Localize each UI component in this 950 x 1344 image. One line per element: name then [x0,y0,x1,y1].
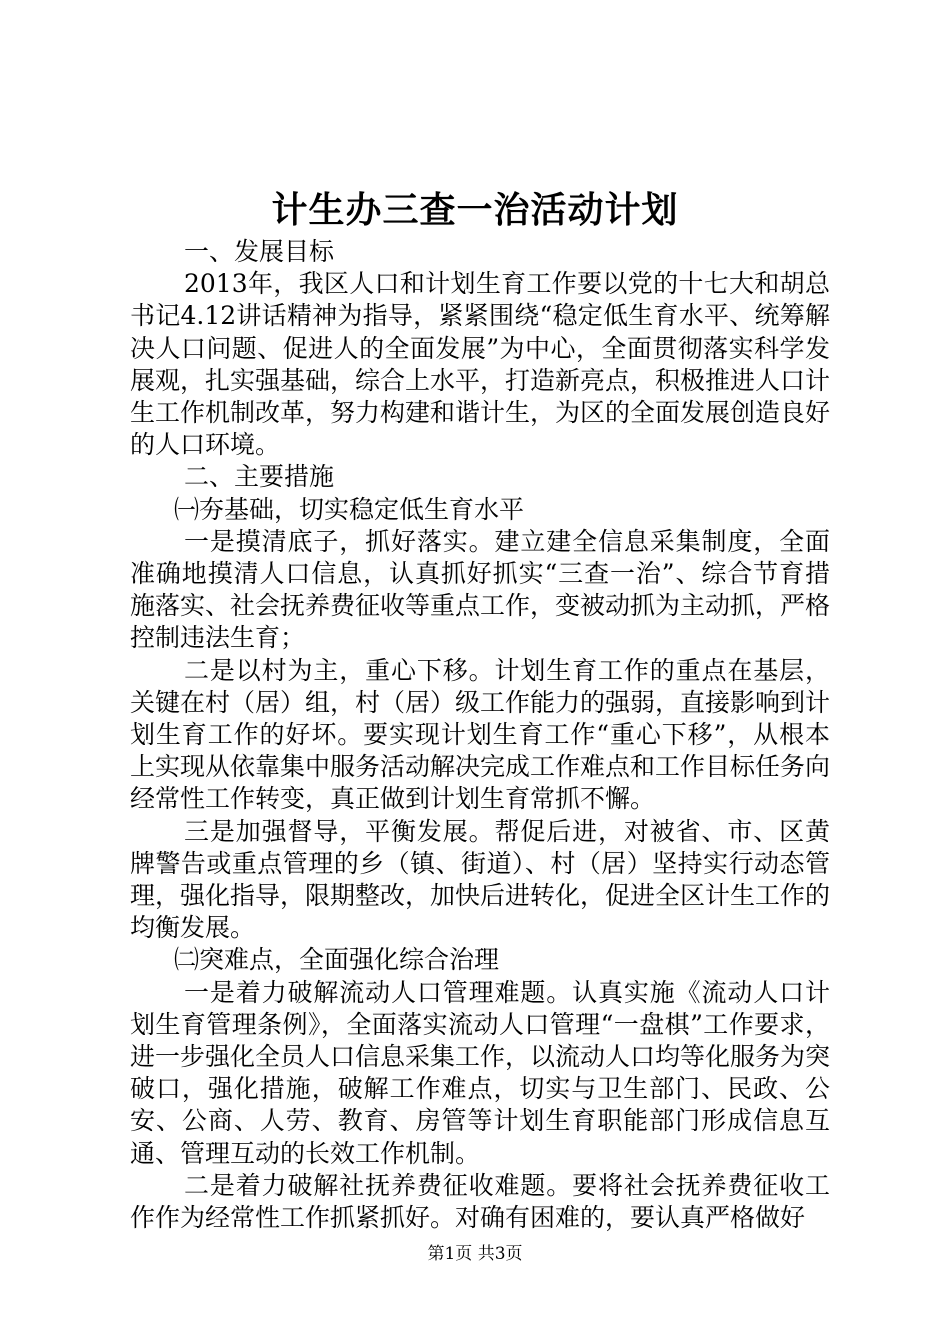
subheading-foundation: ㈠夯基础，切实稳定低生育水平 [174,494,525,524]
paragraph-item-2: 二是以村为主，重心下移。计划生育工作的重点在基层，关键在村（居）组，村（居）级工作能力的强弱，直接影响到计划生育工作的好坏。要实现计划生育工作“重心下移”，从根本上实现从依靠集中服务活动解决完成工作难点和工作目标任务向经常性工作转变，真正做到计划生育常抓不懈。 [130,655,831,814]
paragraph-social-fee: 二是着力破解社抚养费征收难题。要将社会抚养费征收工作作为经常性工作抓紧抓好。对确有困难的，要认真严格做好 [130,1170,830,1233]
subheading-difficulties: ㈡突难点，全面强化综合治理 [174,945,500,975]
paragraph-item-3: 三是加强督导，平衡发展。帮促后进，对被省、市、区黄牌警告或重点管理的乡（镇、街道）、村（居）坚持实行动态管理，强化指导，限期整改，加快后进转化，促进全区计生工作的均衡发展。 [130,816,831,943]
paragraph-item-1: 一是摸清底子，抓好落实。建立建全信息采集制度，全面准确地摸清人口信息，认真抓好抓实“三查一治”、综合节育措施落实、社会抚养费征收等重点工作，变被动抓为主动抓，严格控制违法生育； [130,526,831,653]
paragraph-goals: 2013年，我区人口和计划生育工作要以党的十七大和胡总书记4.12讲话精神为指导，紧紧围绕“稳定低生育水平、统筹解决人口问题、促进人的全面发展”为中心，全面贯彻落实科学发展观，扎实强基础，综合上水平，打造新亮点，积极推进人口计生工作机制改革，努力构建和谐计生，为区的全面发展创造良好的人口环境。 [130,269,831,460]
document-body [130,236,830,1234]
section-heading-goals: 一、发展目标 [184,237,335,266]
section-heading-measures: 二、主要措施 [184,462,335,492]
page-footer: 第1页 共3页 [427,1244,523,1264]
paragraph-floating-population: 一是着力破解流动人口管理难题。认真实施《流动人口计划生育管理条例》，全面落实流动人口管理“一盘棋”工作要求，进一步强化全员人口信息采集工作，以流动人口均等化服务为突破口，强化措施，破解工作难点，切实与卫生部门、民政、公安、公商、人劳、教育、房管等计划生育职能部门形成信息互通、管理互动的长效工作机制。 [130,977,831,1168]
document-title: 计生办三查一治活动计划 [271,189,679,231]
